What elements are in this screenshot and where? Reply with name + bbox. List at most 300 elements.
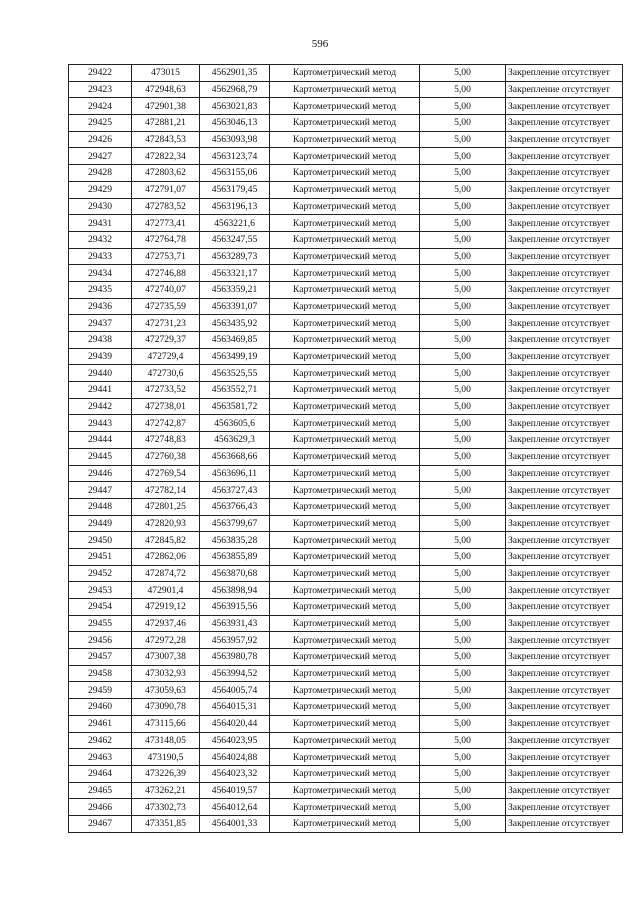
table-row: [69, 799, 623, 816]
x-coordinate-cell: 472881,21: [132, 115, 200, 132]
error-cell: 5,00: [420, 765, 506, 782]
x-coordinate-cell: 472753,71: [132, 248, 200, 265]
fixing-cell: Закрепление отсутствует: [506, 98, 623, 115]
x-coordinate-cell: 472874,72: [132, 565, 200, 582]
x-coordinate-cell: 472764,78: [132, 231, 200, 248]
fixing-cell: Закрепление отсутствует: [506, 532, 623, 549]
method-cell: Картометрический метод: [270, 565, 420, 582]
method-cell: Картометрический метод: [270, 632, 420, 649]
y-coordinate-cell: 4563931,43: [200, 615, 270, 632]
fixing-cell: Закрепление отсутствует: [506, 281, 623, 298]
method-cell: Картометрический метод: [270, 582, 420, 599]
error-cell: 5,00: [420, 165, 506, 182]
y-coordinate-cell: 4563799,67: [200, 515, 270, 532]
fixing-cell: Закрепление отсутствует: [506, 565, 623, 582]
point-number-cell: 29467: [69, 815, 132, 832]
y-coordinate-cell: 4563994,52: [200, 665, 270, 682]
y-coordinate-cell: 4563727,43: [200, 482, 270, 499]
method-cell: Картометрический метод: [270, 448, 420, 465]
point-number-cell: 29425: [69, 115, 132, 132]
table-row: [69, 582, 623, 599]
method-cell: Картометрический метод: [270, 415, 420, 432]
fixing-cell: Закрепление отсутствует: [506, 81, 623, 98]
y-coordinate-cell: 4563696,11: [200, 465, 270, 482]
error-cell: 5,00: [420, 365, 506, 382]
method-cell: Картометрический метод: [270, 749, 420, 766]
table-row: [69, 432, 623, 449]
point-number-cell: 29460: [69, 699, 132, 716]
method-cell: Картометрический метод: [270, 265, 420, 282]
y-coordinate-cell: 4563668,66: [200, 448, 270, 465]
point-number-cell: 29465: [69, 782, 132, 799]
error-cell: 5,00: [420, 565, 506, 582]
point-number-cell: 29441: [69, 382, 132, 399]
point-number-cell: 29436: [69, 298, 132, 315]
x-coordinate-cell: 473090,78: [132, 699, 200, 716]
table-row: [69, 765, 623, 782]
error-cell: 5,00: [420, 181, 506, 198]
error-cell: 5,00: [420, 315, 506, 332]
error-cell: 5,00: [420, 815, 506, 832]
method-cell: Картометрический метод: [270, 165, 420, 182]
fixing-cell: Закрепление отсутствует: [506, 148, 623, 165]
x-coordinate-cell: 472948,63: [132, 81, 200, 98]
table-row: [69, 231, 623, 248]
y-coordinate-cell: 4563605,6: [200, 415, 270, 432]
y-coordinate-cell: 4563391,07: [200, 298, 270, 315]
y-coordinate-cell: 4563835,28: [200, 532, 270, 549]
coordinates-table: [68, 64, 623, 833]
y-coordinate-cell: 4564019,57: [200, 782, 270, 799]
fixing-cell: Закрепление отсутствует: [506, 115, 623, 132]
point-number-cell: 29446: [69, 465, 132, 482]
fixing-cell: Закрепление отсутствует: [506, 198, 623, 215]
method-cell: Картометрический метод: [270, 699, 420, 716]
point-number-cell: 29464: [69, 765, 132, 782]
fixing-cell: Закрепление отсутствует: [506, 599, 623, 616]
fixing-cell: Закрепление отсутствует: [506, 382, 623, 399]
fixing-cell: Закрепление отсутствует: [506, 65, 623, 82]
y-coordinate-cell: 4563980,78: [200, 649, 270, 666]
x-coordinate-cell: 472845,82: [132, 532, 200, 549]
method-cell: Картометрический метод: [270, 799, 420, 816]
table-row: [69, 315, 623, 332]
table-row: [69, 131, 623, 148]
point-number-cell: 29439: [69, 348, 132, 365]
table-row: [69, 665, 623, 682]
table-row: [69, 732, 623, 749]
fixing-cell: Закрепление отсутствует: [506, 398, 623, 415]
fixing-cell: Закрепление отсутствует: [506, 332, 623, 349]
x-coordinate-cell: 473115,66: [132, 715, 200, 732]
y-coordinate-cell: 4564015,31: [200, 699, 270, 716]
x-coordinate-cell: 473226,39: [132, 765, 200, 782]
error-cell: 5,00: [420, 448, 506, 465]
x-coordinate-cell: 472733,52: [132, 382, 200, 399]
error-cell: 5,00: [420, 582, 506, 599]
error-cell: 5,00: [420, 632, 506, 649]
fixing-cell: Закрепление отсутствует: [506, 515, 623, 532]
y-coordinate-cell: 4563179,45: [200, 181, 270, 198]
error-cell: 5,00: [420, 98, 506, 115]
error-cell: 5,00: [420, 732, 506, 749]
x-coordinate-cell: 473015: [132, 65, 200, 82]
y-coordinate-cell: 4564024,88: [200, 749, 270, 766]
method-cell: Картометрический метод: [270, 515, 420, 532]
point-number-cell: 29462: [69, 732, 132, 749]
error-cell: 5,00: [420, 749, 506, 766]
y-coordinate-cell: 4564001,33: [200, 815, 270, 832]
table-row: [69, 181, 623, 198]
point-number-cell: 29456: [69, 632, 132, 649]
error-cell: 5,00: [420, 415, 506, 432]
point-number-cell: 29428: [69, 165, 132, 182]
page-number: 596: [311, 38, 329, 50]
fixing-cell: Закрепление отсутствует: [506, 782, 623, 799]
point-number-cell: 29455: [69, 615, 132, 632]
table-row: [69, 465, 623, 482]
y-coordinate-cell: 4563359,21: [200, 281, 270, 298]
x-coordinate-cell: 473190,5: [132, 749, 200, 766]
point-number-cell: 29444: [69, 432, 132, 449]
error-cell: 5,00: [420, 432, 506, 449]
error-cell: 5,00: [420, 115, 506, 132]
fixing-cell: Закрепление отсутствует: [506, 749, 623, 766]
method-cell: Картометрический метод: [270, 231, 420, 248]
y-coordinate-cell: 4563766,43: [200, 498, 270, 515]
fixing-cell: Закрепление отсутствует: [506, 665, 623, 682]
y-coordinate-cell: 4563898,94: [200, 582, 270, 599]
x-coordinate-cell: 472742,87: [132, 415, 200, 432]
error-cell: 5,00: [420, 682, 506, 699]
point-number-cell: 29437: [69, 315, 132, 332]
error-cell: 5,00: [420, 131, 506, 148]
method-cell: Картометрический метод: [270, 98, 420, 115]
point-number-cell: 29423: [69, 81, 132, 98]
point-number-cell: 29422: [69, 65, 132, 82]
method-cell: Картометрический метод: [270, 298, 420, 315]
fixing-cell: Закрепление отсутствует: [506, 432, 623, 449]
y-coordinate-cell: 4563957,92: [200, 632, 270, 649]
method-cell: Картометрический метод: [270, 665, 420, 682]
point-number-cell: 29450: [69, 532, 132, 549]
method-cell: Картометрический метод: [270, 498, 420, 515]
table-row: [69, 98, 623, 115]
point-number-cell: 29463: [69, 749, 132, 766]
table-row: [69, 682, 623, 699]
y-coordinate-cell: 4563046,13: [200, 115, 270, 132]
method-cell: Картометрический метод: [270, 815, 420, 832]
point-number-cell: 29448: [69, 498, 132, 515]
x-coordinate-cell: 472972,28: [132, 632, 200, 649]
error-cell: 5,00: [420, 215, 506, 232]
error-cell: 5,00: [420, 799, 506, 816]
x-coordinate-cell: 472731,23: [132, 315, 200, 332]
method-cell: Картометрический метод: [270, 548, 420, 565]
y-coordinate-cell: 4564020,44: [200, 715, 270, 732]
error-cell: 5,00: [420, 398, 506, 415]
method-cell: Картометрический метод: [270, 315, 420, 332]
x-coordinate-cell: 473059,63: [132, 682, 200, 699]
error-cell: 5,00: [420, 348, 506, 365]
y-coordinate-cell: 4563247,55: [200, 231, 270, 248]
point-number-cell: 29447: [69, 482, 132, 499]
table-row: [69, 81, 623, 98]
point-number-cell: 29435: [69, 281, 132, 298]
fixing-cell: Закрепление отсутствует: [506, 632, 623, 649]
method-cell: Картометрический метод: [270, 148, 420, 165]
error-cell: 5,00: [420, 699, 506, 716]
method-cell: Картометрический метод: [270, 281, 420, 298]
table-row: [69, 715, 623, 732]
table-row: [69, 599, 623, 616]
point-number-cell: 29440: [69, 365, 132, 382]
point-number-cell: 29424: [69, 98, 132, 115]
y-coordinate-cell: 4563435,92: [200, 315, 270, 332]
point-number-cell: 29427: [69, 148, 132, 165]
point-number-cell: 29431: [69, 215, 132, 232]
point-number-cell: 29453: [69, 582, 132, 599]
method-cell: Картометрический метод: [270, 332, 420, 349]
method-cell: Картометрический метод: [270, 215, 420, 232]
y-coordinate-cell: 4563321,17: [200, 265, 270, 282]
y-coordinate-cell: 4563552,71: [200, 382, 270, 399]
table-row: [69, 215, 623, 232]
x-coordinate-cell: 473302,73: [132, 799, 200, 816]
point-number-cell: 29449: [69, 515, 132, 532]
point-number-cell: 29433: [69, 248, 132, 265]
x-coordinate-cell: 473262,21: [132, 782, 200, 799]
y-coordinate-cell: 4562968,79: [200, 81, 270, 98]
error-cell: 5,00: [420, 265, 506, 282]
y-coordinate-cell: 4563289,73: [200, 248, 270, 265]
x-coordinate-cell: 472801,25: [132, 498, 200, 515]
fixing-cell: Закрепление отсутствует: [506, 131, 623, 148]
y-coordinate-cell: 4563196,13: [200, 198, 270, 215]
table-row: [69, 165, 623, 182]
fixing-cell: Закрепление отсутствует: [506, 548, 623, 565]
method-cell: Картометрический метод: [270, 382, 420, 399]
error-cell: 5,00: [420, 281, 506, 298]
y-coordinate-cell: 4562901,35: [200, 65, 270, 82]
table-body: [69, 65, 623, 833]
fixing-cell: Закрепление отсутствует: [506, 799, 623, 816]
x-coordinate-cell: 472740,07: [132, 281, 200, 298]
x-coordinate-cell: 472901,4: [132, 582, 200, 599]
error-cell: 5,00: [420, 498, 506, 515]
fixing-cell: Закрепление отсутствует: [506, 348, 623, 365]
method-cell: Картометрический метод: [270, 682, 420, 699]
point-number-cell: 29458: [69, 665, 132, 682]
table-row: [69, 782, 623, 799]
y-coordinate-cell: 4564012,64: [200, 799, 270, 816]
x-coordinate-cell: 472822,34: [132, 148, 200, 165]
y-coordinate-cell: 4563093,98: [200, 131, 270, 148]
y-coordinate-cell: 4563155,06: [200, 165, 270, 182]
method-cell: Картометрический метод: [270, 599, 420, 616]
method-cell: Картометрический метод: [270, 181, 420, 198]
fixing-cell: Закрепление отсутствует: [506, 682, 623, 699]
table-row: [69, 749, 623, 766]
table-row: [69, 382, 623, 399]
error-cell: 5,00: [420, 81, 506, 98]
table-row: [69, 198, 623, 215]
fixing-cell: Закрепление отсутствует: [506, 732, 623, 749]
x-coordinate-cell: 472862,06: [132, 548, 200, 565]
y-coordinate-cell: 4563021,83: [200, 98, 270, 115]
y-coordinate-cell: 4563855,89: [200, 548, 270, 565]
y-coordinate-cell: 4563915,56: [200, 599, 270, 616]
error-cell: 5,00: [420, 649, 506, 666]
table-row: [69, 115, 623, 132]
x-coordinate-cell: 473351,85: [132, 815, 200, 832]
point-number-cell: 29429: [69, 181, 132, 198]
point-number-cell: 29454: [69, 599, 132, 616]
fixing-cell: Закрепление отсутствует: [506, 482, 623, 499]
y-coordinate-cell: 4563629,3: [200, 432, 270, 449]
y-coordinate-cell: 4564023,95: [200, 732, 270, 749]
error-cell: 5,00: [420, 515, 506, 532]
method-cell: Картометрический метод: [270, 782, 420, 799]
table-row: [69, 699, 623, 716]
point-number-cell: 29438: [69, 332, 132, 349]
y-coordinate-cell: 4563469,85: [200, 332, 270, 349]
method-cell: Картометрический метод: [270, 465, 420, 482]
x-coordinate-cell: 472729,37: [132, 332, 200, 349]
fixing-cell: Закрепление отсутствует: [506, 448, 623, 465]
fixing-cell: Закрепление отсутствует: [506, 181, 623, 198]
fixing-cell: Закрепление отсутствует: [506, 815, 623, 832]
table-row: [69, 548, 623, 565]
fixing-cell: Закрепление отсутствует: [506, 465, 623, 482]
table-row: [69, 448, 623, 465]
x-coordinate-cell: 472729,4: [132, 348, 200, 365]
x-coordinate-cell: 472730,6: [132, 365, 200, 382]
fixing-cell: Закрепление отсутствует: [506, 215, 623, 232]
table-row: [69, 815, 623, 832]
table-row: [69, 565, 623, 582]
point-number-cell: 29430: [69, 198, 132, 215]
y-coordinate-cell: 4563870,68: [200, 565, 270, 582]
y-coordinate-cell: 4564005,74: [200, 682, 270, 699]
fixing-cell: Закрепление отсутствует: [506, 415, 623, 432]
table-row: [69, 515, 623, 532]
point-number-cell: 29466: [69, 799, 132, 816]
error-cell: 5,00: [420, 65, 506, 82]
y-coordinate-cell: 4563221,6: [200, 215, 270, 232]
point-number-cell: 29452: [69, 565, 132, 582]
fixing-cell: Закрепление отсутствует: [506, 265, 623, 282]
y-coordinate-cell: 4563581,72: [200, 398, 270, 415]
fixing-cell: Закрепление отсутствует: [506, 582, 623, 599]
point-number-cell: 29434: [69, 265, 132, 282]
method-cell: Картометрический метод: [270, 532, 420, 549]
method-cell: Картометрический метод: [270, 248, 420, 265]
method-cell: Картометрический метод: [270, 732, 420, 749]
method-cell: Картометрический метод: [270, 81, 420, 98]
x-coordinate-cell: 473148,05: [132, 732, 200, 749]
method-cell: Картометрический метод: [270, 365, 420, 382]
fixing-cell: Закрепление отсутствует: [506, 298, 623, 315]
method-cell: Картометрический метод: [270, 398, 420, 415]
method-cell: Картометрический метод: [270, 432, 420, 449]
table-row: [69, 332, 623, 349]
x-coordinate-cell: 472791,07: [132, 181, 200, 198]
table-row: [69, 298, 623, 315]
error-cell: 5,00: [420, 465, 506, 482]
method-cell: Картометрический метод: [270, 649, 420, 666]
error-cell: 5,00: [420, 665, 506, 682]
table-row: [69, 649, 623, 666]
error-cell: 5,00: [420, 782, 506, 799]
x-coordinate-cell: 472820,93: [132, 515, 200, 532]
table-row: [69, 532, 623, 549]
method-cell: Картометрический метод: [270, 348, 420, 365]
table-row: [69, 281, 623, 298]
x-coordinate-cell: 472901,38: [132, 98, 200, 115]
point-number-cell: 29459: [69, 682, 132, 699]
point-number-cell: 29445: [69, 448, 132, 465]
x-coordinate-cell: 472803,62: [132, 165, 200, 182]
error-cell: 5,00: [420, 715, 506, 732]
error-cell: 5,00: [420, 298, 506, 315]
table-row: [69, 498, 623, 515]
table-row: [69, 248, 623, 265]
table-row: [69, 632, 623, 649]
error-cell: 5,00: [420, 248, 506, 265]
fixing-cell: Закрепление отсутствует: [506, 165, 623, 182]
error-cell: 5,00: [420, 332, 506, 349]
error-cell: 5,00: [420, 599, 506, 616]
x-coordinate-cell: 473007,38: [132, 649, 200, 666]
x-coordinate-cell: 472843,53: [132, 131, 200, 148]
table-row: [69, 148, 623, 165]
fixing-cell: Закрепление отсутствует: [506, 715, 623, 732]
y-coordinate-cell: 4563499,19: [200, 348, 270, 365]
table-row: [69, 65, 623, 82]
point-number-cell: 29442: [69, 398, 132, 415]
x-coordinate-cell: 472735,59: [132, 298, 200, 315]
point-number-cell: 29426: [69, 131, 132, 148]
method-cell: Картометрический метод: [270, 131, 420, 148]
error-cell: 5,00: [420, 615, 506, 632]
method-cell: Картометрический метод: [270, 615, 420, 632]
error-cell: 5,00: [420, 482, 506, 499]
x-coordinate-cell: 472937,46: [132, 615, 200, 632]
error-cell: 5,00: [420, 148, 506, 165]
x-coordinate-cell: 472760,38: [132, 448, 200, 465]
error-cell: 5,00: [420, 231, 506, 248]
error-cell: 5,00: [420, 532, 506, 549]
fixing-cell: Закрепление отсутствует: [506, 699, 623, 716]
error-cell: 5,00: [420, 548, 506, 565]
method-cell: Картометрический метод: [270, 65, 420, 82]
table-row: [69, 482, 623, 499]
table-row: [69, 365, 623, 382]
y-coordinate-cell: 4563525,55: [200, 365, 270, 382]
point-number-cell: 29457: [69, 649, 132, 666]
table-row: [69, 348, 623, 365]
fixing-cell: Закрепление отсутствует: [506, 248, 623, 265]
fixing-cell: Закрепление отсутствует: [506, 498, 623, 515]
error-cell: 5,00: [420, 382, 506, 399]
table-row: [69, 398, 623, 415]
x-coordinate-cell: 472746,88: [132, 265, 200, 282]
point-number-cell: 29451: [69, 548, 132, 565]
error-cell: 5,00: [420, 198, 506, 215]
x-coordinate-cell: 472748,83: [132, 432, 200, 449]
table-row: [69, 615, 623, 632]
